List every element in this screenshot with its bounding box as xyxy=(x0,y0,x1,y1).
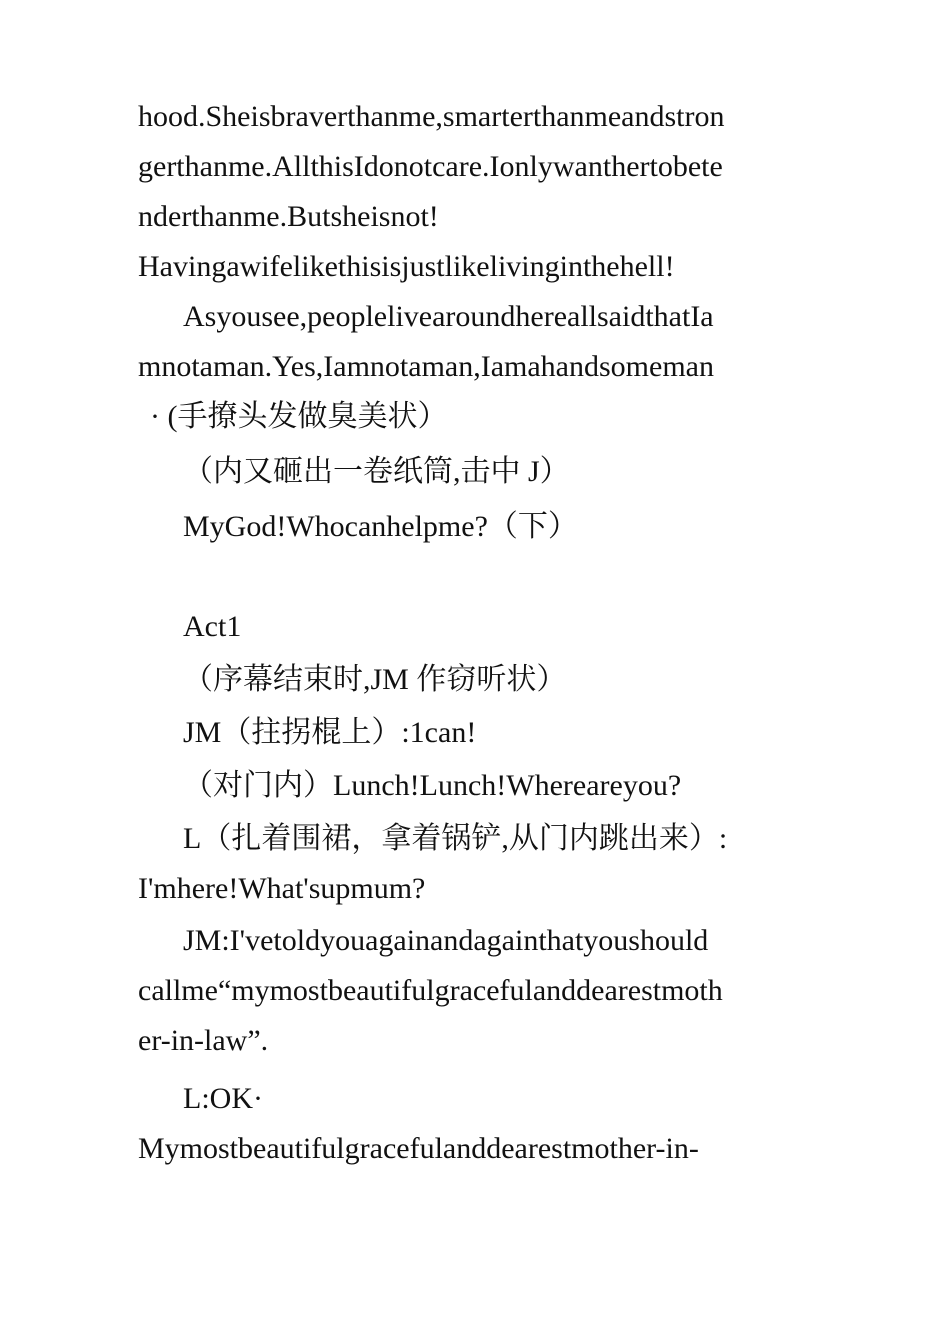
dialogue-line: （对门内）Lunch!Lunch!Whereareyou? xyxy=(183,769,682,802)
text-line: MyGod!Whocanhelpme?（下） xyxy=(183,510,578,543)
text-line: Asyousee,peoplelivearoundhereallsaidthatIa xyxy=(183,300,714,333)
dialogue-line: JM:I'vetoldyouagainandagainthatyoushould xyxy=(183,924,709,957)
text-line: gerthanme.AllthisIdonotcare.Ionlywanthertobete xyxy=(138,150,723,183)
dialogue-line: L（扎着围裙，拿着锅铲,从门内跳出来）: xyxy=(183,822,728,855)
act-heading: Act1 xyxy=(183,610,242,643)
dialogue-line: Mymostbeautifulgracefulanddearestmother-in- xyxy=(138,1132,699,1165)
text-line: hood.Sheisbraverthanme,smarterthanmeandstron xyxy=(138,100,725,133)
stage-direction: （内又砸出一卷纸筒,击中 J） xyxy=(183,455,570,488)
stage-direction: · (手撩头发做臭美状） xyxy=(150,400,448,433)
document-page xyxy=(138,92,828,1174)
text-line: nderthanme.Butsheisnot! xyxy=(138,200,439,233)
stage-direction: （序幕结束时,JM 作窃听状） xyxy=(183,663,567,696)
text-line: Havingawifelikethisisjustlikelivinginthehell! xyxy=(138,250,675,283)
text-line: mnotaman.Yes,Iamnotaman,Iamahandsomeman xyxy=(138,350,714,383)
dialogue-line: er-in-law”. xyxy=(138,1024,269,1057)
dialogue-line: JM（拄拐棍上）:1can! xyxy=(183,716,477,749)
blank-line xyxy=(138,552,828,602)
dialogue-line: I'mhere!What'supmum? xyxy=(138,872,426,905)
dialogue-line: callme“mymostbeautifulgracefulanddearestmoth xyxy=(138,974,723,1007)
dialogue-line: L:OK· xyxy=(183,1082,263,1115)
